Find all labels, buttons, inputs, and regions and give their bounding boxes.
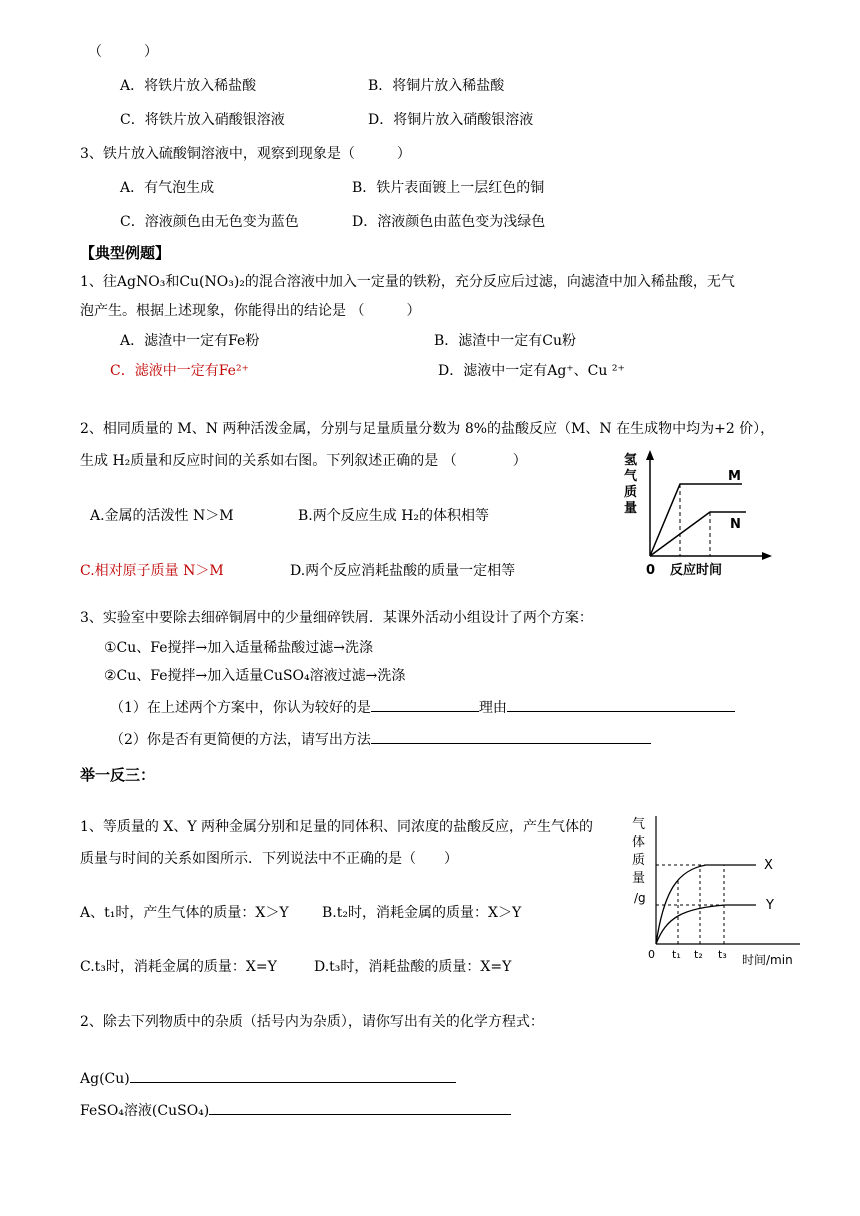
chart-origin: 0: [648, 948, 655, 961]
option-d: D.两个反应消耗盐酸的质量一定相等: [290, 563, 516, 579]
option-a: A．滤渣中一定有Fe粉: [120, 333, 260, 349]
reason-blank[interactable]: [507, 697, 735, 712]
y-axis-arrow: [646, 450, 654, 460]
y-unit: /g: [634, 891, 646, 905]
option-a: A.金属的活泼性 N＞M: [90, 508, 234, 524]
y-label-char: 气: [624, 469, 638, 484]
section-title: 【典型例题】: [80, 244, 171, 262]
question-stem-cont: 质量与时间的关系如图所示．下列说法中不正确的是（ ）: [80, 851, 458, 867]
chart-origin: 0: [646, 563, 656, 578]
x-axis-arrow: [762, 552, 772, 560]
question-stem: 3、铁片放入硫酸铜溶液中，观察到现象是（ ）: [80, 146, 411, 162]
option-b: B.两个反应生成 H₂的体积相等: [298, 508, 490, 524]
option-b: B．铁片表面镀上一层红色的铜: [352, 180, 545, 196]
series-y-curve: [656, 905, 756, 944]
option-b: B．将铜片放入稀盐酸: [368, 78, 505, 94]
option-d: D．将铜片放入硝酸银溶液: [368, 112, 534, 128]
option-c: C．溶液颜色由无色变为蓝色: [120, 214, 299, 230]
impurity-item-2: [80, 1100, 511, 1120]
option-a: A．将铁片放入稀盐酸: [120, 78, 257, 94]
question-stem: 3、实验室中要除去细碎铜屑中的少量细碎铁屑．某课外活动小组设计了两个方案：: [80, 610, 593, 626]
sub-question-1: [110, 697, 735, 717]
hydrogen-mass-chart: [618, 448, 778, 582]
y-label-char: 气: [632, 817, 646, 832]
option-a: A、t₁时，产生气体的质量：X＞Y: [80, 905, 289, 921]
answer-blank[interactable]: [371, 697, 479, 712]
equation-blank-1[interactable]: [130, 1068, 456, 1083]
option-b: B．滤渣中一定有Cu粉: [434, 333, 577, 349]
option-c: C.t₃时，消耗金属的质量：X=Y: [80, 959, 277, 975]
item-1-label: Ag(Cu): [80, 1071, 130, 1087]
impurity-item-1: [80, 1068, 456, 1088]
option-d: D.t₃时，消耗盐酸的质量：X=Y: [314, 959, 512, 975]
question-stem-cont: 生成 H₂质量和反应时间的关系如右图。下列叙述正确的是 （ ）: [80, 453, 527, 469]
chart-x-label: 时间/min: [742, 953, 793, 967]
y-label-char: 质: [632, 853, 646, 868]
y-label-char: 体: [632, 835, 646, 850]
option-b: B.t₂时，消耗金属的质量：X＞Y: [322, 905, 522, 921]
reason-label: 理由: [478, 700, 507, 716]
plan-two: ②Cu、Fe搅拌→加入适量CuSO₄溶液过滤→洗涤: [104, 668, 406, 684]
y-label-char: 量: [624, 501, 638, 516]
question-stem: 1、往AgNO₃和Cu(NO₃)₂的混合溶液中加入一定量的铁粉，充分反应后过滤，向滤渣中加入稀盐酸，无气: [80, 274, 735, 290]
chart-x-label: 反应时间: [670, 563, 723, 578]
question-stem: 2、相同质量的 M、N 两种活泼金属，分别与足量质量分数为 8%的盐酸反应（M、N 在生成物中均为+2 价），: [80, 421, 775, 437]
option-c-answer: C.相对原子质量 N＞M: [80, 563, 224, 579]
chart-y-label: [624, 452, 638, 516]
question-stem: 2、除去下列物质中的杂质（括号内为杂质），请你写出有关的化学方程式：: [80, 1014, 544, 1030]
equation-blank-2[interactable]: [209, 1100, 511, 1115]
tick-t1: t₁: [672, 948, 681, 961]
sub-question-1-text: （1）在上述两个方案中，你认为较好的是: [110, 700, 371, 716]
series-m-label: M: [728, 469, 741, 484]
question-paren: （ ）: [88, 44, 158, 60]
option-d: D．滤液中一定有Ag⁺、Cu ²⁺: [438, 363, 625, 379]
option-d: D．溶液颜色由蓝色变为浅绿色: [352, 214, 546, 230]
question-stem-cont: 泡产生。根据上述现象，你能得出的结论是 （ ）: [80, 303, 421, 319]
y-label-char: 氢: [624, 453, 638, 468]
y-label-char: 量: [632, 871, 646, 886]
option-c-answer: C．滤液中一定有Fe²⁺: [110, 363, 249, 379]
option-c: C．将铁片放入硝酸银溶液: [120, 112, 285, 128]
question-stem: 1、等质量的 X、Y 两种金属分别和足量的同体积、同浓度的盐酸反应，产生气体的: [80, 819, 594, 835]
item-2-label: FeSO₄溶液(CuSO₄): [80, 1103, 210, 1119]
option-a: A．有气泡生成: [120, 180, 215, 196]
series-y-label: Y: [766, 898, 774, 913]
method-blank[interactable]: [371, 729, 651, 744]
plan-one: ①Cu、Fe搅拌→加入适量稀盐酸过滤→洗涤: [104, 640, 373, 656]
tick-t3: t₃: [718, 948, 727, 961]
sub-question-2-text: （2）你是否有更简便的方法，请写出方法: [110, 732, 371, 748]
y-label-char: 质: [624, 485, 638, 500]
sub-question-2: [110, 729, 651, 749]
tick-t2: t₂: [694, 948, 703, 961]
series-n-label: N: [730, 517, 741, 532]
section-title: 举一反三：: [80, 766, 156, 784]
series-x-label: X: [764, 858, 773, 873]
gas-mass-chart: [630, 812, 802, 970]
